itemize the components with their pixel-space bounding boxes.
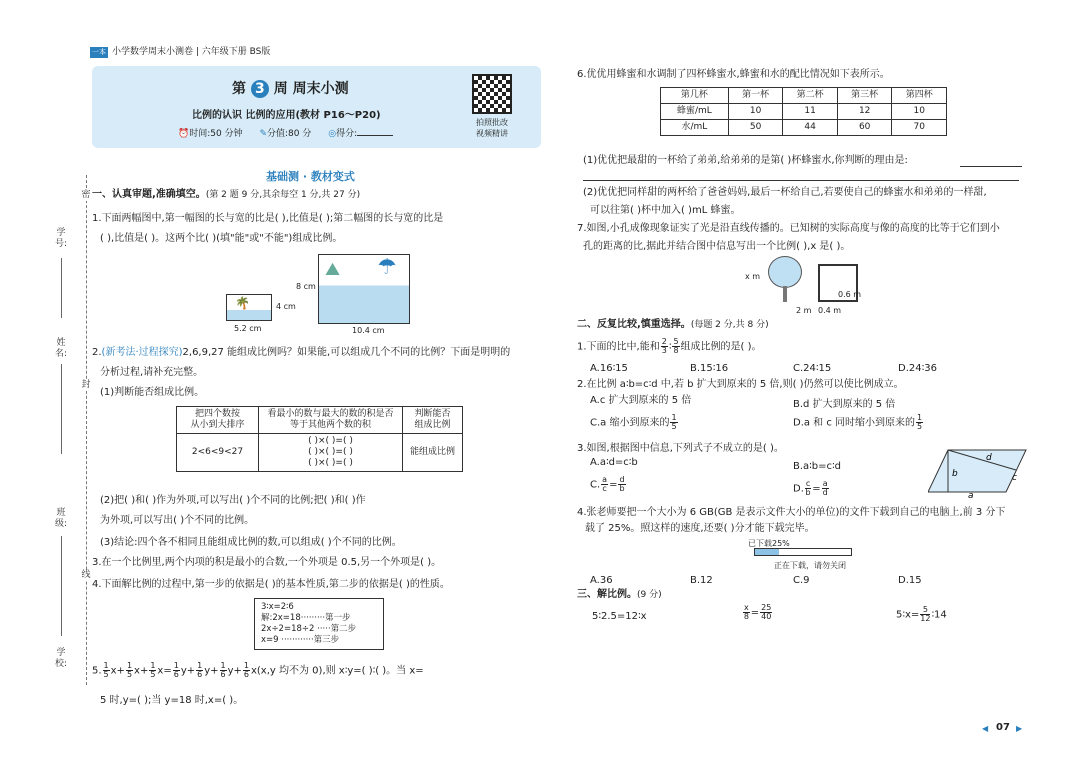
banner-meta: ⏰时间:50 分钟 ✎分值:80 分 ◎得分: (178, 126, 393, 139)
name-label: 姓名: (55, 338, 68, 359)
c4-option-c[interactable]: C.9 (793, 575, 810, 586)
series-logo: 一本 (92, 48, 106, 56)
c2-option-a[interactable]: A.c 扩大到原来的 5 倍 (590, 395, 692, 406)
c2-option-d[interactable]: D.a 和 c 同时缩小到原来的 $\frac{1}{5}$ (793, 413, 923, 431)
c4-line1: 4.张老师要把一个大小为 6 GB(GB 是表示文件大小的单位)的文件下载到自己的电脑上,前 3 分下 (577, 507, 1006, 518)
seal-mark-1: 密 (81, 190, 91, 200)
c1-option-a[interactable]: A.16∶15 (590, 363, 628, 374)
q2-sub3: (3)结论:四个各不相同且能组成比例的数,可以组成( )个不同的比例。 (100, 537, 402, 548)
q6-sub2-line1: (2)优优把同样甜的两杯给了爸爸妈妈,最后一杯给自己,若要使自己的蜂蜜水和弟弟的一样甜, (583, 187, 987, 198)
next-page-icon[interactable]: ▶ (1016, 724, 1023, 733)
small-height-label: 4 cm (276, 302, 296, 311)
q3: 3.在一个比例里,两个内项的积是最小的合数,一个外项是 0.5,另一个外项是( )。 (92, 557, 442, 568)
c3-option-c[interactable]: C. $\frac{a}{c}$ = $\frac{d}{b}$ (590, 475, 625, 493)
q1-line1: 1.下面两幅图中,第一幅图的长与宽的比是( ),比值是( );第二幅图的长与宽的比是 (92, 213, 444, 224)
small-width-label: 5.2 cm (234, 324, 262, 333)
big-width-label: 10.4 cm (352, 326, 385, 335)
seal-mark-2: 封 (81, 380, 91, 390)
clock-icon: ⏰ (178, 129, 190, 139)
equation-3: 5∶x= $\frac{5}{12}$ ∶14 (896, 605, 947, 623)
prev-page-icon[interactable]: ◀ (982, 724, 989, 733)
q2-sub1: (1)判断能否组成比例。 (100, 387, 205, 398)
fig-label-c: c (1012, 473, 1017, 483)
c4-option-d[interactable]: D.15 (898, 575, 922, 586)
q2-line2: 分析过程,请补充完整。 (100, 367, 204, 378)
q4: 4.下面解比例的过程中,第一步的依据是( )的基本性质,第二步的依据是( )的性质。 (92, 579, 450, 590)
q6: 6.优优用蜂蜜和水调制了四杯蜂蜜水,蜂蜜和水的配比情况如下表所示。 (577, 69, 890, 80)
series-title: 小学数学周末小测卷 | 六年级下册 BS版 (112, 47, 271, 57)
c2-option-c[interactable]: C.a 缩小到原来的 $\frac{1}{5}$ (590, 413, 677, 431)
c1-option-b[interactable]: B.15∶16 (690, 363, 729, 374)
banner-subtitle: 比例的认识 比例的应用(教材 P16～P20) (192, 110, 381, 121)
palm-icon: 🌴 (235, 296, 250, 310)
q2-sub2-line1: (2)把( )和( )作为外项,可以写出( )个不同的比例;把( )和( )作 (100, 495, 366, 506)
week-title: 第 3 周 周末小测 (232, 81, 349, 97)
fig-label-d: d (986, 453, 992, 463)
q7-line1: 7.如图,小孔成像现象证实了光是沿直线传播的。已知树的实际高度与像的高度的比等于它们到小 (577, 223, 1000, 234)
qr-caption-2: 视频精讲 (476, 129, 508, 138)
equation-1: 5∶2.5=12∶x (592, 611, 647, 622)
c1-option-c[interactable]: C.24∶15 (793, 363, 832, 374)
q6-sub1: (1)优优把最甜的一杯给了弟弟,给弟弟的是第( )杯蜂蜜水,你判断的理由是: (583, 155, 908, 166)
equation-2: $\frac{x}{8}$ = $\frac{25}{40}$ (743, 603, 772, 621)
umbrella-icon: ☂ (377, 255, 397, 280)
c4-line2: 载了 25%。照这样的速度,还要( )分才能下载完毕。 (585, 523, 815, 534)
part1-heading: 一、认真审题,准确填空。(第 2 题 9 分,其余每空 1 分,共 27 分) (92, 189, 361, 200)
c3-option-d[interactable]: D. $\frac{c}{b}$ = $\frac{a}{d}$ (793, 479, 828, 497)
title-banner (92, 66, 541, 148)
c4-option-a[interactable]: A.36 (590, 575, 613, 586)
part2-heading: 二、反复比较,慎重选择。(每题 2 分,共 8 分) (577, 319, 769, 330)
q6-table: 第几杯 第一杯 第二杯 第三杯 第四杯 蜂蜜/mL 10 11 12 10 水/mL 50 44 60 70 (660, 87, 947, 136)
c4-option-b[interactable]: B.12 (690, 575, 713, 586)
big-height-label: 8 cm (296, 282, 316, 291)
fig-label-b: b (952, 469, 958, 479)
image-height-label: 0.6 m (838, 290, 862, 299)
week-number-badge: 3 (251, 80, 269, 98)
score-icon: ✎ (259, 129, 267, 139)
distance-label-1: 2 m (796, 306, 812, 315)
c3-question: 3.如图,根据图中信息,下列式子不成立的是( )。 (577, 443, 784, 454)
q5-line2: 5 时,y=( );当 y=18 时,x=( )。 (100, 695, 244, 706)
target-icon: ◎ (328, 129, 337, 139)
c2-option-b[interactable]: B.d 扩大到原来的 5 倍 (793, 399, 896, 410)
tree-height-label: x m (745, 272, 761, 281)
c3-option-a[interactable]: A.a∶d=c∶b (590, 457, 638, 468)
progress-bar (754, 548, 852, 556)
qr-code[interactable] (472, 74, 512, 114)
q2-line1: 2.(新考法·过程探究)2,6,9,27 能组成比例吗？如果能,可以组成几个不同的比例？下面是明明的 (92, 347, 511, 358)
section-title: 基础测 · 教材变式 (266, 170, 355, 183)
seat-number-label: 学号: (55, 228, 68, 249)
part3-heading: 三、解比例。(9 分) (577, 589, 662, 600)
class-label: 班级: (55, 508, 68, 529)
fig-label-a: a (968, 491, 974, 498)
q5-line1: 5. $\frac{1}{5}$ x+ $\frac{1}{5}$ x+ $\frac{1}{5}$ x= $\frac{1}{6}$ y+ $\frac{1}{6}$ y+ $\frac{1}{6}$ y+ $\frac{1}{6}$ x(x,y 均不为 0),则 x∶y=( )∶( )。当 x= (92, 661, 424, 679)
progress-label: 已下载25% (748, 539, 790, 548)
q1-line2: ( ),比值是( )。这两个比( )(填"能"或"不能")组成比例。 (100, 233, 343, 244)
distance-label-2: 0.4 m (818, 306, 842, 315)
q7-line2: 孔的距离的比,据此并结合图中信息写出一个比例( ),x 是( )。 (583, 241, 851, 252)
parallelogram-figure (928, 446, 1028, 498)
c1-option-d[interactable]: D.24∶36 (898, 363, 937, 374)
q4-solution-box: 3∶x=2∶6 解:2x=18·········第一步 2x÷2=18÷2 ·····第二步 x=9 ············第三步 (254, 598, 384, 650)
seal-mark-3: 线 (81, 570, 91, 580)
mountain-icon: ⛰ (325, 259, 341, 280)
tree-icon (768, 256, 802, 288)
big-picture (318, 254, 410, 324)
school-label: 学校: (55, 648, 68, 669)
c2-question: 2.在比例 a∶b=c∶d 中,若 b 扩大到原来的 5 倍,则( )仍然可以使比例成立。 (577, 379, 904, 390)
progress-fill (755, 549, 779, 555)
progress-caption: 正在下载，请勿关闭 (774, 561, 846, 570)
page-number: 07 (996, 722, 1010, 733)
q2-sub2-line2: 为外项,可以写出( )个不同的比例。 (100, 515, 255, 526)
qr-caption-1: 拍照批改 (476, 118, 508, 127)
tree-figure (762, 256, 866, 308)
q6-sub2-line2: 可以往第( )杯中加入( )mL 蜂蜜。 (590, 205, 741, 216)
q2-table: 把四个数按 从小到大排序 看最小的数与最大的数的积是否 等于其他两个数的积 判断能否 组成比例 2<6<9<27 ( )×( )=( ) ( )×( )=( ) ( )×( )=( ) 能组成比例 (176, 406, 463, 472)
c1-question: 1.下面的比中,能和 $\frac{2}{3}$ ∶ $\frac{5}{8}$ 组成比例的是( )。 (577, 337, 762, 355)
c3-option-b[interactable]: B.a∶b=c∶d (793, 461, 841, 472)
small-picture (226, 294, 272, 321)
